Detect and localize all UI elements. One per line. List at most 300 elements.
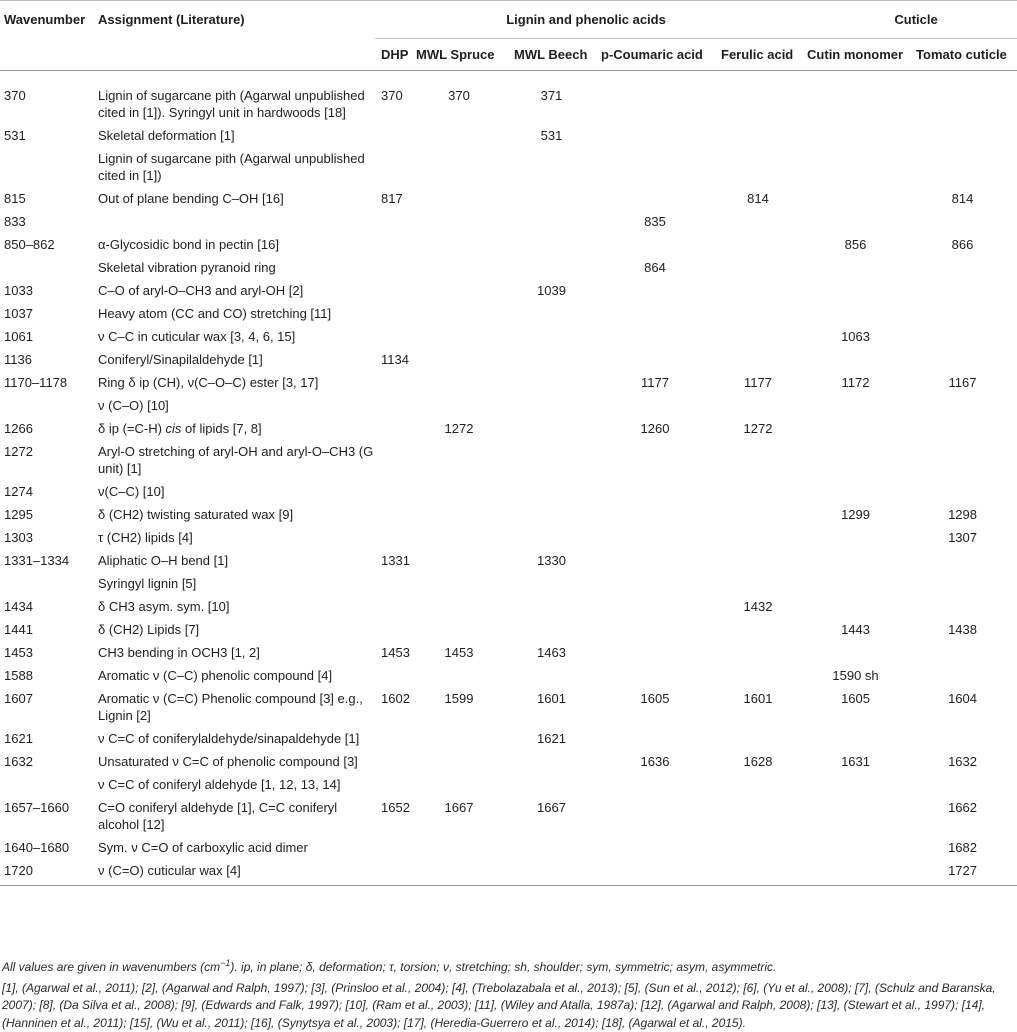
cell-ferulic-acid	[717, 147, 803, 187]
cell-wavenumber: 1274	[0, 480, 94, 503]
cell-dhp	[375, 279, 412, 302]
cell-mwl-beech: 1330	[510, 549, 597, 572]
table-row	[0, 750, 1017, 773]
cell-mwl-spruce	[412, 727, 510, 750]
cell-assignment: τ (CH2) lipids [4]	[94, 526, 375, 549]
cell-p-coumaric-acid	[597, 279, 717, 302]
header-ferulic-acid: Ferulic acid	[717, 39, 803, 71]
cell-mwl-spruce	[412, 187, 510, 210]
cell-ferulic-acid	[717, 549, 803, 572]
cell-ferulic-acid	[717, 664, 803, 687]
cell-ferulic-acid	[717, 859, 803, 886]
cell-p-coumaric-acid	[597, 302, 717, 325]
cell-mwl-spruce	[412, 595, 510, 618]
cell-cutin-monomer	[803, 641, 912, 664]
table-row	[0, 773, 1017, 796]
table-row	[0, 526, 1017, 549]
cell-ferulic-acid	[717, 618, 803, 641]
cell-dhp	[375, 773, 412, 796]
cell-cutin-monomer: 1590 sh	[803, 664, 912, 687]
cell-tomato-cuticle	[912, 256, 1017, 279]
cell-assignment: Skeletal deformation [1]	[94, 124, 375, 147]
cell-mwl-beech	[510, 394, 597, 417]
cell-assignment: δ (CH2) twisting saturated wax [9]	[94, 503, 375, 526]
cell-assignment: Lignin of sugarcane pith (Agarwal unpublished cited in [1])	[94, 147, 375, 187]
cell-assignment: Out of plane bending C–OH [16]	[94, 187, 375, 210]
cell-cutin-monomer	[803, 84, 912, 124]
cell-mwl-spruce	[412, 503, 510, 526]
cell-tomato-cuticle	[912, 641, 1017, 664]
cell-p-coumaric-acid	[597, 233, 717, 256]
cell-tomato-cuticle	[912, 325, 1017, 348]
cell-cutin-monomer	[803, 210, 912, 233]
table-row	[0, 279, 1017, 302]
cell-dhp	[375, 503, 412, 526]
cell-p-coumaric-acid	[597, 84, 717, 124]
cell-ferulic-acid	[717, 124, 803, 147]
cell-tomato-cuticle	[912, 302, 1017, 325]
cell-mwl-beech	[510, 210, 597, 233]
table-row	[0, 233, 1017, 256]
cell-assignment: CH3 bending in OCH3 [1, 2]	[94, 641, 375, 664]
cell-wavenumber: 1033	[0, 279, 94, 302]
cell-wavenumber: 1272	[0, 440, 94, 480]
cell-mwl-spruce	[412, 210, 510, 233]
cell-mwl-spruce	[412, 549, 510, 572]
cell-tomato-cuticle: 1438	[912, 618, 1017, 641]
cell-p-coumaric-acid	[597, 572, 717, 595]
table-row	[0, 440, 1017, 480]
cell-p-coumaric-acid	[597, 325, 717, 348]
cell-cutin-monomer	[803, 595, 912, 618]
cell-mwl-beech	[510, 572, 597, 595]
cell-tomato-cuticle: 1632	[912, 750, 1017, 773]
cell-ferulic-acid	[717, 727, 803, 750]
cell-cutin-monomer	[803, 796, 912, 836]
cell-mwl-beech: 1463	[510, 641, 597, 664]
cell-assignment: Coniferyl/Sinapilaldehyde [1]	[94, 348, 375, 371]
cell-cutin-monomer: 1063	[803, 325, 912, 348]
cell-wavenumber: 815	[0, 187, 94, 210]
cell-assignment: Heavy atom (CC and CO) stretching [11]	[94, 302, 375, 325]
cell-wavenumber: 1170–1178	[0, 371, 94, 394]
cell-wavenumber: 1588	[0, 664, 94, 687]
cell-wavenumber: 1295	[0, 503, 94, 526]
cell-assignment: C–O of aryl-O–CH3 and aryl-OH [2]	[94, 279, 375, 302]
cell-dhp	[375, 526, 412, 549]
cell-ferulic-acid	[717, 641, 803, 664]
cell-mwl-spruce	[412, 394, 510, 417]
cell-mwl-spruce	[412, 664, 510, 687]
cell-mwl-spruce	[412, 440, 510, 480]
cell-wavenumber	[0, 394, 94, 417]
cell-tomato-cuticle	[912, 147, 1017, 187]
table-row	[0, 348, 1017, 371]
cell-dhp	[375, 325, 412, 348]
cell-cutin-monomer	[803, 859, 912, 886]
cell-wavenumber	[0, 256, 94, 279]
cell-ferulic-acid	[717, 279, 803, 302]
cell-tomato-cuticle	[912, 773, 1017, 796]
table-row	[0, 302, 1017, 325]
cell-wavenumber: 1453	[0, 641, 94, 664]
header-group-cuticle: Cuticle	[803, 0, 1017, 39]
cell-p-coumaric-acid	[597, 859, 717, 886]
cell-wavenumber: 850–862	[0, 233, 94, 256]
cell-mwl-spruce: 1453	[412, 641, 510, 664]
cell-mwl-spruce	[412, 526, 510, 549]
cell-assignment: Aromatic ν (C–C) phenolic compound [4]	[94, 664, 375, 687]
cell-dhp	[375, 572, 412, 595]
cell-dhp	[375, 371, 412, 394]
cell-ferulic-acid	[717, 302, 803, 325]
cell-assignment: C=O coniferyl aldehyde [1], C=C coniferyl alcohol [12]	[94, 796, 375, 836]
table-row	[0, 664, 1017, 687]
table-row	[0, 503, 1017, 526]
cell-tomato-cuticle	[912, 480, 1017, 503]
cell-tomato-cuticle	[912, 727, 1017, 750]
header-wavenumber: Wavenumber	[0, 0, 94, 39]
cell-cutin-monomer	[803, 394, 912, 417]
cell-tomato-cuticle: 814	[912, 187, 1017, 210]
cell-ferulic-acid	[717, 773, 803, 796]
cell-mwl-spruce	[412, 279, 510, 302]
cell-mwl-spruce	[412, 233, 510, 256]
cell-tomato-cuticle	[912, 595, 1017, 618]
cell-mwl-spruce	[412, 302, 510, 325]
header-mwl-beech: MWL Beech	[510, 39, 597, 71]
cell-tomato-cuticle: 1298	[912, 503, 1017, 526]
cell-p-coumaric-acid	[597, 549, 717, 572]
cell-ferulic-acid	[717, 796, 803, 836]
cell-dhp	[375, 124, 412, 147]
cell-cutin-monomer: 1172	[803, 371, 912, 394]
cell-mwl-beech	[510, 417, 597, 440]
cell-p-coumaric-acid: 835	[597, 210, 717, 233]
cell-cutin-monomer	[803, 147, 912, 187]
cell-p-coumaric-acid	[597, 595, 717, 618]
cell-tomato-cuticle	[912, 440, 1017, 480]
cell-ferulic-acid	[717, 325, 803, 348]
cell-wavenumber: 1037	[0, 302, 94, 325]
cell-wavenumber: 370	[0, 84, 94, 124]
table-row	[0, 417, 1017, 440]
cell-mwl-spruce	[412, 480, 510, 503]
cell-wavenumber: 1632	[0, 750, 94, 773]
table-row	[0, 84, 1017, 124]
cell-wavenumber: 1640–1680	[0, 836, 94, 859]
cell-mwl-beech	[510, 595, 597, 618]
header-blank-2	[94, 39, 375, 71]
cell-dhp	[375, 302, 412, 325]
cell-wavenumber: 531	[0, 124, 94, 147]
cell-mwl-beech	[510, 147, 597, 187]
cell-ferulic-acid	[717, 836, 803, 859]
cell-ferulic-acid	[717, 394, 803, 417]
cell-wavenumber: 1136	[0, 348, 94, 371]
cell-ferulic-acid	[717, 256, 803, 279]
cell-wavenumber: 1061	[0, 325, 94, 348]
cell-p-coumaric-acid: 864	[597, 256, 717, 279]
cell-ferulic-acid	[717, 210, 803, 233]
cell-ferulic-acid	[717, 84, 803, 124]
table-row	[0, 549, 1017, 572]
cell-cutin-monomer: 1631	[803, 750, 912, 773]
cell-mwl-spruce	[412, 836, 510, 859]
cell-assignment	[94, 210, 375, 233]
cell-mwl-beech	[510, 859, 597, 886]
cell-dhp: 370	[375, 84, 412, 124]
table-row	[0, 859, 1017, 886]
cell-wavenumber: 1657–1660	[0, 796, 94, 836]
cell-assignment: ν C=C of coniferyl aldehyde [1, 12, 13, 14]	[94, 773, 375, 796]
cell-mwl-beech: 1621	[510, 727, 597, 750]
cell-tomato-cuticle	[912, 549, 1017, 572]
cell-mwl-beech: 371	[510, 84, 597, 124]
cell-p-coumaric-acid	[597, 480, 717, 503]
cell-dhp	[375, 394, 412, 417]
cell-dhp	[375, 664, 412, 687]
cell-cutin-monomer	[803, 526, 912, 549]
cell-ferulic-acid: 814	[717, 187, 803, 210]
cell-tomato-cuticle	[912, 664, 1017, 687]
cell-wavenumber: 1331–1334	[0, 549, 94, 572]
cell-ferulic-acid: 1628	[717, 750, 803, 773]
cell-tomato-cuticle	[912, 417, 1017, 440]
header-assignment: Assignment (Literature)	[94, 0, 375, 39]
header-tomato-cuticle: Tomato cuticle	[912, 39, 1017, 71]
cell-dhp: 1652	[375, 796, 412, 836]
cell-wavenumber: 1607	[0, 687, 94, 727]
cell-dhp: 817	[375, 187, 412, 210]
cell-ferulic-acid	[717, 503, 803, 526]
table-spacer	[0, 71, 1017, 85]
cell-p-coumaric-acid	[597, 348, 717, 371]
header-dhp: DHP	[375, 39, 412, 71]
cell-dhp: 1602	[375, 687, 412, 727]
table-row	[0, 727, 1017, 750]
header-cutin-monomer: Cutin monomer	[803, 39, 912, 71]
cell-wavenumber: 833	[0, 210, 94, 233]
cell-wavenumber	[0, 773, 94, 796]
header-blank-1	[0, 39, 94, 71]
table-row	[0, 641, 1017, 664]
cell-cutin-monomer	[803, 572, 912, 595]
cell-p-coumaric-acid	[597, 727, 717, 750]
table-row	[0, 187, 1017, 210]
cell-cutin-monomer	[803, 187, 912, 210]
cell-mwl-spruce	[412, 256, 510, 279]
cell-dhp	[375, 859, 412, 886]
cell-dhp	[375, 480, 412, 503]
cell-dhp	[375, 256, 412, 279]
footnote-references: [1], (Agarwal et al., 2011); [2], (Agarwal and Ralph, 1997); [3], (Prinsloo et al., 2004); [4], (Trebolazabala et al., 2013); [5], (Sun et al., 2012); [6], (Yu et al., 2008); [7], (Schulz and Baranska, 2007); [8], (Da Silva et al., 2008); [9], (Edwards and Falk, 1997); [10], (Ram et al., 2003); [11], (Wiley and Atalla, 1987a); [12], (Agarwal and Ralph, 2008); [13], (Stewart et al., 1997); [14], (Hanninen et al., 2011); [15], (Wu et al., 2011); [16], (Synytsya et al., 2003); [17], (Heredia-Guerrero et al., 2014); [18], (Agarwal et al., 2015).	[2, 980, 1014, 1032]
cell-assignment: ν (C=O) cuticular wax [4]	[94, 859, 375, 886]
cell-dhp: 1134	[375, 348, 412, 371]
cell-dhp	[375, 147, 412, 187]
cell-cutin-monomer	[803, 773, 912, 796]
table-row	[0, 572, 1017, 595]
cell-dhp	[375, 417, 412, 440]
table-header	[0, 0, 1017, 71]
cell-mwl-spruce: 1667	[412, 796, 510, 836]
cell-dhp	[375, 727, 412, 750]
cell-mwl-spruce	[412, 618, 510, 641]
cell-ferulic-acid	[717, 572, 803, 595]
cell-mwl-beech	[510, 348, 597, 371]
table-row	[0, 618, 1017, 641]
table-row	[0, 210, 1017, 233]
cell-mwl-spruce: 370	[412, 84, 510, 124]
cell-mwl-beech: 1039	[510, 279, 597, 302]
cell-p-coumaric-acid	[597, 836, 717, 859]
cell-cutin-monomer	[803, 348, 912, 371]
cell-wavenumber: 1303	[0, 526, 94, 549]
cell-cutin-monomer	[803, 549, 912, 572]
cell-cutin-monomer	[803, 480, 912, 503]
cell-tomato-cuticle: 1307	[912, 526, 1017, 549]
cell-ferulic-acid: 1272	[717, 417, 803, 440]
cell-p-coumaric-acid: 1636	[597, 750, 717, 773]
cell-mwl-spruce	[412, 572, 510, 595]
table-row	[0, 124, 1017, 147]
cell-dhp: 1453	[375, 641, 412, 664]
cell-mwl-spruce	[412, 750, 510, 773]
cell-p-coumaric-acid	[597, 664, 717, 687]
cell-wavenumber: 1720	[0, 859, 94, 886]
cell-mwl-beech	[510, 187, 597, 210]
cell-cutin-monomer	[803, 256, 912, 279]
cell-wavenumber	[0, 572, 94, 595]
cell-tomato-cuticle: 1604	[912, 687, 1017, 727]
cell-tomato-cuticle	[912, 124, 1017, 147]
table-row	[0, 796, 1017, 836]
cell-cutin-monomer: 1605	[803, 687, 912, 727]
cell-wavenumber: 1621	[0, 727, 94, 750]
table-row	[0, 480, 1017, 503]
cell-assignment: Skeletal vibration pyranoid ring	[94, 256, 375, 279]
cell-cutin-monomer	[803, 124, 912, 147]
table-footnote	[2, 955, 1014, 1032]
cell-dhp	[375, 210, 412, 233]
cell-assignment: δ CH3 asym. sym. [10]	[94, 595, 375, 618]
cell-assignment: ν C–C in cuticular wax [3, 4, 6, 15]	[94, 325, 375, 348]
cell-ferulic-acid: 1432	[717, 595, 803, 618]
cell-assignment: Lignin of sugarcane pith (Agarwal unpublished cited in [1]). Syringyl unit in hardwoods [18]	[94, 84, 375, 124]
cell-assignment: Ring δ ip (CH), ν(C–O–C) ester [3, 17]	[94, 371, 375, 394]
cell-tomato-cuticle: 1727	[912, 859, 1017, 886]
cell-mwl-beech	[510, 325, 597, 348]
cell-assignment: ν (C–O) [10]	[94, 394, 375, 417]
table-row	[0, 371, 1017, 394]
cell-p-coumaric-acid	[597, 641, 717, 664]
cell-mwl-beech: 1601	[510, 687, 597, 727]
cell-p-coumaric-acid	[597, 394, 717, 417]
cell-ferulic-acid	[717, 348, 803, 371]
cell-wavenumber: 1266	[0, 417, 94, 440]
table-row	[0, 836, 1017, 859]
cell-ferulic-acid	[717, 526, 803, 549]
cell-assignment: Sym. ν C=O of carboxylic acid dimer	[94, 836, 375, 859]
cell-dhp	[375, 750, 412, 773]
table-row	[0, 394, 1017, 417]
cell-p-coumaric-acid	[597, 526, 717, 549]
cell-tomato-cuticle: 866	[912, 233, 1017, 256]
cell-ferulic-acid: 1177	[717, 371, 803, 394]
cell-tomato-cuticle: 1682	[912, 836, 1017, 859]
header-mwl-spruce: MWL Spruce	[412, 39, 510, 71]
table-row	[0, 687, 1017, 727]
cell-p-coumaric-acid	[597, 187, 717, 210]
cell-wavenumber: 1441	[0, 618, 94, 641]
cell-mwl-beech: 531	[510, 124, 597, 147]
table-row	[0, 595, 1017, 618]
cell-mwl-spruce: 1272	[412, 417, 510, 440]
cell-mwl-beech	[510, 233, 597, 256]
cell-p-coumaric-acid	[597, 124, 717, 147]
cell-mwl-beech	[510, 302, 597, 325]
cell-mwl-beech	[510, 773, 597, 796]
cell-tomato-cuticle: 1167	[912, 371, 1017, 394]
cell-assignment: Syringyl lignin [5]	[94, 572, 375, 595]
cell-mwl-spruce	[412, 773, 510, 796]
cell-ferulic-acid	[717, 480, 803, 503]
cell-cutin-monomer	[803, 440, 912, 480]
cell-mwl-beech	[510, 440, 597, 480]
table-row	[0, 147, 1017, 187]
cell-p-coumaric-acid	[597, 773, 717, 796]
cell-tomato-cuticle	[912, 572, 1017, 595]
cell-p-coumaric-acid	[597, 796, 717, 836]
cell-mwl-beech	[510, 526, 597, 549]
footnote-abbreviations: All values are given in wavenumbers $(cm^{-1})$. ip, in plane; δ, deformation; τ, torsion; ν, stretching; sh, shoulder; sym, symmetric; asym, asymmetric.	[2, 955, 1014, 977]
cell-tomato-cuticle	[912, 394, 1017, 417]
cell-p-coumaric-acid: 1177	[597, 371, 717, 394]
cell-tomato-cuticle	[912, 84, 1017, 124]
cell-mwl-beech	[510, 618, 597, 641]
cell-mwl-beech	[510, 750, 597, 773]
cell-cutin-monomer: 1299	[803, 503, 912, 526]
cell-dhp	[375, 233, 412, 256]
cell-mwl-spruce	[412, 325, 510, 348]
cell-mwl-beech	[510, 371, 597, 394]
header-p-coumaric-acid: p-Coumaric acid	[597, 39, 717, 71]
cell-ferulic-acid	[717, 440, 803, 480]
cell-mwl-spruce	[412, 371, 510, 394]
cell-assignment: Aliphatic O–H bend [1]	[94, 549, 375, 572]
cell-dhp	[375, 595, 412, 618]
cell-mwl-spruce	[412, 859, 510, 886]
cell-dhp	[375, 440, 412, 480]
cell-p-coumaric-acid	[597, 440, 717, 480]
cell-mwl-beech	[510, 836, 597, 859]
cell-assignment: Unsaturated ν C=C of phenolic compound [3]	[94, 750, 375, 773]
cell-mwl-spruce	[412, 348, 510, 371]
cell-tomato-cuticle: 1662	[912, 796, 1017, 836]
cell-cutin-monomer	[803, 417, 912, 440]
table-row	[0, 256, 1017, 279]
table-body	[0, 71, 1017, 886]
cell-wavenumber	[0, 147, 94, 187]
cell-cutin-monomer	[803, 279, 912, 302]
cell-mwl-spruce: 1599	[412, 687, 510, 727]
cell-dhp	[375, 618, 412, 641]
cell-tomato-cuticle	[912, 279, 1017, 302]
cell-assignment: δ ip (=C-H) cis of lipids [7, 8]	[94, 417, 375, 440]
cell-p-coumaric-acid: 1605	[597, 687, 717, 727]
cell-mwl-spruce	[412, 147, 510, 187]
cell-assignment: ν(C–C) [10]	[94, 480, 375, 503]
